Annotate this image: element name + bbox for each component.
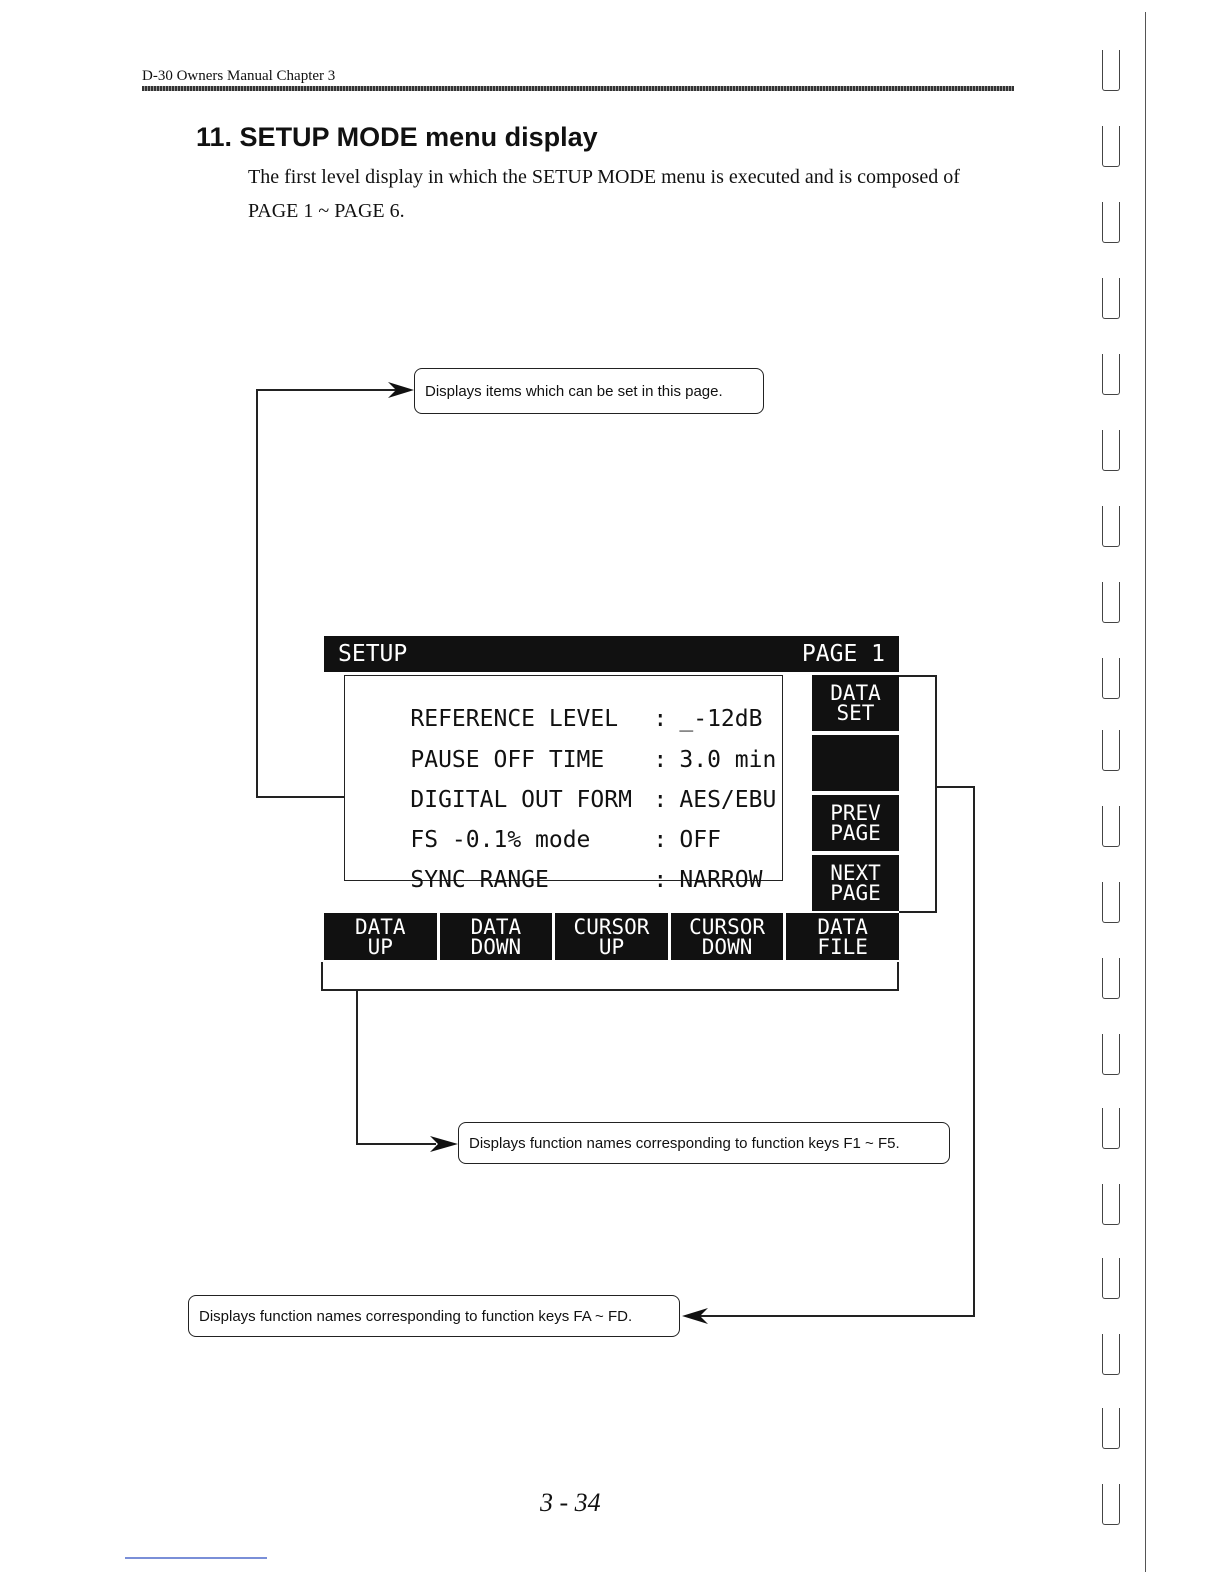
key-label-line1: NEXT <box>830 861 881 885</box>
key-label-line2: UP <box>367 934 393 959</box>
key-label-line1: DATA <box>830 681 881 705</box>
intro-line-1: The first level display in which the SETUP MODE menu is executed and is composed of <box>248 166 960 188</box>
setting-separator: : <box>653 827 668 853</box>
setting-label: FS -0.1% mode <box>410 827 591 853</box>
setting-value: _-12dB <box>679 706 763 732</box>
setting-row-sync-range[interactable] <box>355 841 762 919</box>
arrow-right-icon <box>430 1134 460 1154</box>
side-key-next-page[interactable] <box>812 855 899 911</box>
settings-list <box>344 675 783 893</box>
key-label-line2: UP <box>598 934 625 959</box>
setting-label: SYNC RANGE <box>410 867 549 893</box>
callout-side-keys: Displays function names corresponding to function keys FA ~ FD. <box>188 1295 680 1337</box>
header-rule <box>142 86 1014 91</box>
footer-rule <box>125 1557 267 1559</box>
key-label-line2: FILE <box>817 934 868 959</box>
setting-separator: : <box>653 787 668 813</box>
setting-value: OFF <box>679 827 721 853</box>
setting-separator: : <box>653 747 668 773</box>
key-label-line1: PREV <box>830 801 881 825</box>
screen-title-bar <box>324 636 899 672</box>
section-title: 11. SETUP MODE menu display <box>196 122 598 152</box>
key-label-line1: DATA <box>817 914 868 939</box>
arrow-left-icon <box>680 1306 708 1326</box>
intro-line-2: PAGE 1 ~ PAGE 6. <box>248 200 405 222</box>
key-label-line2: SET <box>836 701 875 725</box>
key-label-line1: CURSOR <box>689 914 765 939</box>
callout-function-keys: Displays function names corresponding to function keys F1 ~ F5. <box>458 1122 950 1164</box>
setting-label: REFERENCE LEVEL <box>410 706 619 732</box>
fkey-data-up[interactable] <box>324 913 440 960</box>
intro-paragraph <box>248 160 1028 228</box>
setting-label: PAUSE OFF TIME <box>410 747 605 773</box>
function-key-bar <box>324 913 899 960</box>
fkey-data-file[interactable] <box>786 913 899 960</box>
setting-value: 3.0 min <box>679 747 777 773</box>
callout-settable-items: Displays items which can be set in this page. <box>414 368 764 414</box>
page-number: 3 - 34 <box>540 1488 601 1517</box>
key-label-line2: DOWN <box>470 934 522 959</box>
key-label-line2: PAGE <box>830 821 881 845</box>
fkey-cursor-down[interactable] <box>671 913 787 960</box>
screen-title: SETUP <box>338 641 408 667</box>
side-key-prev-page[interactable] <box>812 795 899 851</box>
running-header: D-30 Owners Manual Chapter 3 <box>142 68 336 84</box>
fkey-cursor-up[interactable] <box>555 913 671 960</box>
setting-value: AES/EBU <box>679 787 777 813</box>
key-label-line1: DATA <box>355 914 406 939</box>
setting-value: NARROW <box>679 867 763 893</box>
side-key-blank[interactable] <box>812 735 899 791</box>
key-label-line1: DATA <box>470 914 522 939</box>
key-label-line2: DOWN <box>701 934 753 959</box>
screen-page-indicator: PAGE 1 <box>801 641 885 667</box>
key-label-line1: CURSOR <box>573 914 650 939</box>
key-label-line2: PAGE <box>830 881 881 905</box>
side-key-data-set[interactable] <box>812 675 899 731</box>
arrow-right-icon <box>388 380 416 400</box>
fkey-data-down[interactable] <box>440 913 556 960</box>
setting-separator: : <box>653 867 668 893</box>
setting-label: DIGITAL OUT FORM <box>410 787 632 813</box>
page-edge-line <box>1145 12 1146 1572</box>
setting-separator: : <box>653 706 668 732</box>
